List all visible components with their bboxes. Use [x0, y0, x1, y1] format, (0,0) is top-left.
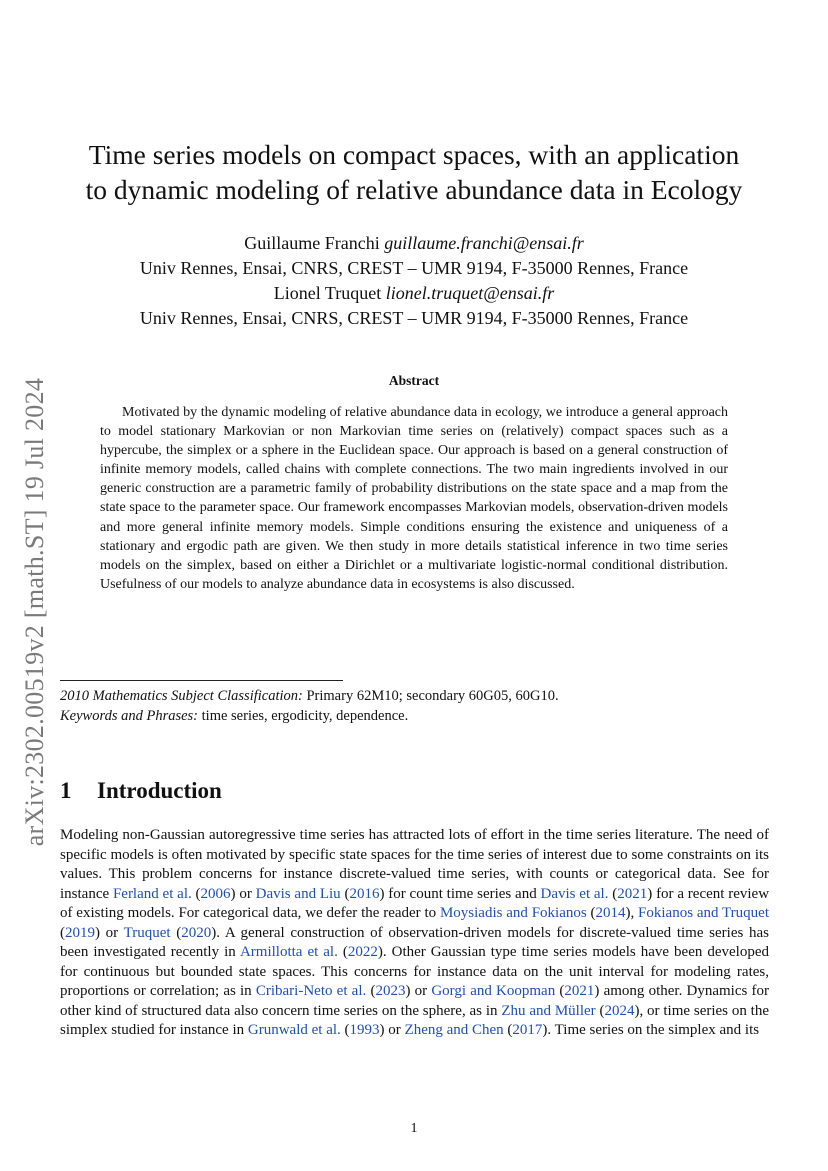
author-2-line	[60, 281, 768, 306]
introduction-paragraph	[60, 826, 769, 1041]
citation-link[interactable]: Grunwald et al.	[247, 1022, 341, 1038]
citation-link[interactable]: Davis and Liu	[255, 885, 341, 902]
msc-line	[60, 686, 780, 706]
intro-text: ),	[625, 905, 639, 921]
author-2-name: Lionel Truquet	[273, 283, 382, 303]
msc-value: Primary 62M10; secondary 60G05, 60G10.	[306, 688, 559, 704]
intro-text: ) among other. Dynamics for other kind of structured data also concern time series on the sphere, as in	[60, 983, 770, 1019]
intro-text: ) or	[95, 924, 124, 941]
citation-link[interactable]: Cribari-Neto et al.	[255, 983, 367, 999]
citation-link[interactable]: Zheng and Chen	[404, 1022, 504, 1038]
citation-link[interactable]: Gorgi and Koopman	[431, 983, 556, 999]
citation-year-link[interactable]: 2021	[617, 885, 648, 902]
citation-link[interactable]: Fokianos and Truquet	[638, 905, 769, 921]
author-1-affiliation: Univ Rennes, Ensai, CNRS, CREST – UMR 9194, F-35000 Rennes, France	[139, 258, 689, 278]
section-title: Introduction	[97, 778, 222, 803]
citation-link[interactable]: Truquet	[123, 924, 171, 941]
citation-year-link[interactable]: 1993	[349, 1022, 380, 1038]
arxiv-identifier-text: arXiv:2302.00519v2 [math.ST] 19 Jul 2024	[20, 377, 49, 847]
author-block	[60, 231, 768, 331]
intro-text: ) or	[230, 885, 256, 902]
citation-year-link[interactable]: 2017	[512, 1022, 543, 1038]
author-1-line	[60, 231, 768, 256]
citation-year-link[interactable]: 2024	[604, 1002, 635, 1019]
intro-text: (	[586, 905, 596, 921]
keywords-line	[60, 706, 780, 726]
intro-text: ) or	[379, 1022, 405, 1038]
intro-text: (	[337, 944, 348, 960]
paper-title	[50, 137, 778, 207]
citation-link[interactable]: Armillotta et al.	[239, 944, 338, 960]
intro-text: (	[60, 924, 65, 941]
citation-year-link[interactable]: 2021	[564, 983, 595, 999]
intro-text: ) for count time series and	[379, 885, 541, 902]
intro-text: (	[608, 885, 618, 902]
intro-text: ). Other Gaussian type time series models have been developed for continuous but bounded state spaces. This concerns for instance data on the unit interval for modeling rates, proportions or correlation; as in	[60, 944, 769, 999]
intro-text: (	[366, 983, 376, 999]
intro-text: (	[503, 1022, 513, 1038]
citation-year-link[interactable]: 2016	[349, 885, 380, 902]
intro-text: (	[170, 924, 182, 941]
intro-text: Modeling non-Gaussian autoregressive time series has attracted lots of effort in the time series literature. The need of specific models is often motivated by specific state spaces for the time series of interest due to some constraints on its values. This problem concerns for instance discrete-valued time series, with counts or categorical data. See for instance	[60, 827, 769, 902]
footnote-rule	[60, 680, 343, 681]
citation-link[interactable]: Moysiadis and Fokianos	[439, 905, 587, 921]
intro-text: (	[555, 983, 565, 999]
msc-label: 2010 Mathematics Subject Classification:	[60, 688, 303, 704]
intro-text: ). Time series on the simplex and its	[542, 1022, 760, 1038]
citation-year-link[interactable]: 2006	[200, 885, 231, 902]
page-number: 1	[410, 1121, 418, 1136]
intro-text: (	[340, 885, 350, 902]
section-number: 1	[60, 778, 72, 803]
citation-year-link[interactable]: 2023	[375, 983, 406, 999]
title-line-1: Time series models on compact spaces, with an application	[88, 139, 740, 170]
title-line-2: to dynamic modeling of relative abundance data in Ecology	[85, 174, 743, 205]
abstract-text: Motivated by the dynamic modeling of relative abundance data in ecology, we introduce a general approach to model stationary Markovian or non Markovian time series on (relatively) compact spaces such as a hypercube, the simplex or a sphere in the Euclidean space. Our approach is based on a general construction of infinite memory models, called chains with complete connections. The two main ingredients involved in our generic construction are a parametric family of probability distributions on the state space and a map from the state space to the parameter space. Our framework encompasses Markovian models, observation-driven models and more general infinite memory models. Simple conditions ensuring the existence and uniqueness of a stationary and ergodic path are given. We then study in more details statistical inference in two time series models on the simplex, based on either a Dirichlet or a multivariate logistic-normal conditional distribution. Usefulness of our models to analyze abundance data in ecosystems is also discussed.	[100, 405, 728, 592]
intro-text: ). A general construction of observation-driven models for discrete-valued time series has been investigated recently in	[60, 924, 770, 960]
author-1-email[interactable]: guillaume.franchi@ensai.fr	[384, 233, 584, 253]
intro-text: ) for a recent review of existing models. For categorical data, we defer the reader to	[60, 885, 770, 921]
citation-year-link[interactable]: 2020	[181, 924, 212, 941]
author-1-name: Guillaume Franchi	[244, 233, 380, 253]
section-heading	[60, 778, 222, 804]
intro-text: (	[191, 885, 201, 902]
intro-text: ) or	[405, 983, 432, 999]
citation-year-link[interactable]: 2014	[595, 905, 626, 921]
citation-year-link[interactable]: 2022	[347, 944, 378, 960]
classification-block	[60, 686, 780, 726]
intro-text: (	[340, 1022, 350, 1038]
author-2-email[interactable]: lionel.truquet@ensai.fr	[385, 283, 555, 303]
intro-text: (	[595, 1002, 605, 1019]
keywords-value: time series, ergodicity, dependence.	[201, 708, 409, 724]
citation-year-link[interactable]: 2019	[65, 924, 95, 941]
intro-text: ), or time series on the simplex studied for instance in	[60, 1002, 769, 1038]
citation-link[interactable]: Zhu and Müller	[501, 1002, 596, 1019]
arxiv-identifier-stamp	[13, 362, 57, 862]
keywords-label: Keywords and Phrases:	[60, 708, 199, 724]
abstract-heading: Abstract	[388, 373, 440, 388]
citation-link[interactable]: Ferland et al.	[112, 885, 192, 902]
author-2-affiliation: Univ Rennes, Ensai, CNRS, CREST – UMR 9194, F-35000 Rennes, France	[139, 308, 689, 328]
citation-link[interactable]: Davis et al.	[540, 885, 609, 902]
